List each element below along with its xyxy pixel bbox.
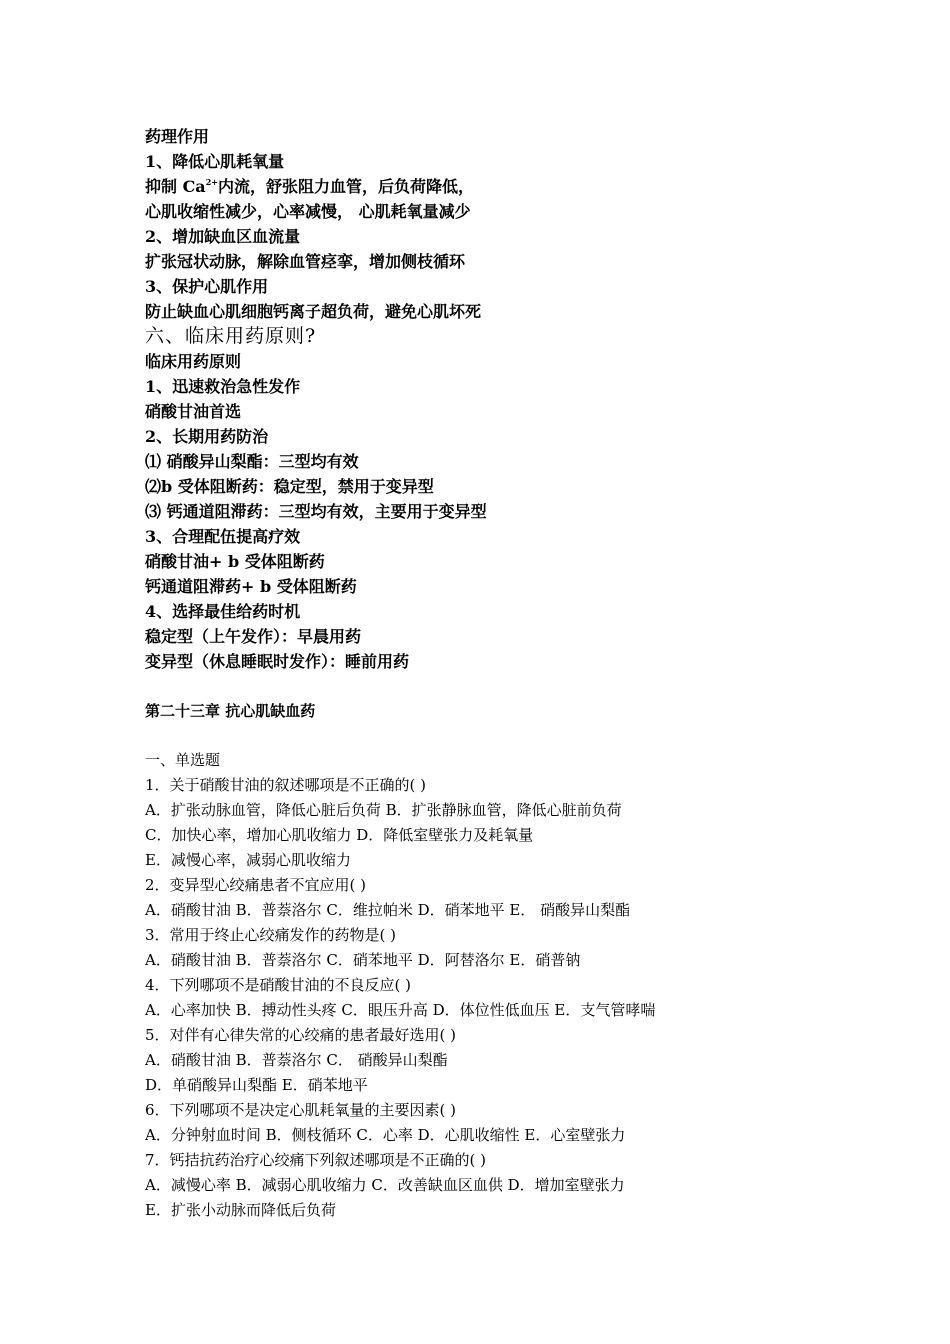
quiz-section-title: 一、单选题 [145,751,221,769]
quiz-line: 3．常用于终止心绞痛发作的药物是( ) [145,926,397,944]
quiz-line: 2．变异型心绞痛患者不宜应用( ) [145,876,367,894]
clinical-line: 变异型（休息睡眠时发作）：睡前用药 [145,652,410,671]
clinical-title: 临床用药原则 [145,352,242,371]
quiz-line: 1．关于硝酸甘油的叙述哪项是不正确的( ) [145,776,427,794]
quiz-line: E．扩张小动脉而降低后负荷 [145,1201,336,1219]
quiz-line: A．减慢心率 B．减弱心肌收缩力 C．改善缺血区血供 D．增加室壁张力 [145,1176,625,1194]
quiz-line: A．硝酸甘油 B．普萘洛尔 C．维拉帕米 D．硝苯地平 E． 硝酸异山梨酯 [145,901,631,919]
quiz-line: 7．钙拮抗药治疗心绞痛下列叙述哪项是不正确的( ) [145,1151,487,1169]
pharmacology-item2-title: 2、增加缺血区血流量 [145,227,301,246]
clinical-line: ⑶ 钙通道阻滞药：三型均有效，主要用于变异型 [145,502,487,521]
clinical-line: 硝酸甘油+ b 受体阻断药 [145,552,325,571]
quiz-line: A．心率加快 B．搏动性头疼 C．眼压升高 D．体位性低血压 E．支气管哮喘 [145,1001,656,1019]
pharmacology-item2-line1: 扩张冠状动脉，解除血管痉挛，增加侧枝循环 [145,252,466,271]
quiz-line: A．分钟射血时间 B．侧枝循环 C．心率 D．心肌收缩性 E．心室壁张力 [145,1126,626,1144]
calcium-charge: 2+ [205,177,218,187]
pharmacology-title: 药理作用 [145,127,210,146]
document-content [145,124,905,1223]
quiz-line: D．单硝酸异山梨酯 E．硝苯地平 [145,1076,368,1094]
clinical-question-heading: 六、临床用药原则? [145,325,317,347]
clinical-line: 稳定型（上午发作）：早晨用药 [145,627,362,646]
quiz-line: A．硝酸甘油 B．普萘洛尔 C．硝苯地平 D．阿替洛尔 E．硝普钠 [145,951,581,969]
quiz-line: 6．下列哪项不是决定心肌耗氧量的主要因素( ) [145,1101,457,1119]
clinical-line: 钙通道阻滞药+ b 受体阻断药 [145,577,357,596]
pharmacology-item3-title: 3、保护心肌作用 [145,277,269,296]
calcium-effect-text: 内流，舒张阻力血管，后负荷降低， [217,177,474,196]
clinical-line: 1、迅速救治急性发作 [145,377,301,396]
quiz-line: C．加快心率，增加心肌收缩力 D．降低室壁张力及耗氧量 [145,826,534,844]
quiz-line: A．硝酸甘油 B．普萘洛尔 C． 硝酸异山梨酯 [145,1051,448,1069]
quiz-line: A．扩张动脉血管，降低心脏后负荷 B．扩张静脉血管，降低心脏前负荷 [145,801,622,819]
clinical-line: ⑴ 硝酸异山梨酯：三型均有效 [145,452,359,471]
pharmacology-item3-line1: 防止缺血心肌细胞钙离子超负荷，避免心肌坏死 [145,302,482,321]
quiz-section [145,748,905,1223]
quiz-line: 4．下列哪项不是硝酸甘油的不良反应( ) [145,976,412,994]
quiz-line: 5．对伴有心律失常的心绞痛的患者最好选用( ) [145,1026,457,1044]
clinical-line: 2、长期用药防治 [145,427,269,446]
pharmacology-item1-title: 1、降低心肌耗氧量 [145,152,285,171]
clinical-line: ⑵b 受体阻断药：稳定型，禁用于变异型 [145,477,434,496]
pharmacology-item1-line1 [145,174,905,199]
clinical-line: 4、选择最佳给药时机 [145,602,301,621]
calcium-text: 抑制 Ca [145,177,206,196]
pharmacology-item1-line2: 心肌收缩性减少，心率减慢， 心肌耗氧量减少 [145,202,471,221]
chapter-title: 第二十三章 抗心肌缺血药 [145,702,316,720]
clinical-line: 硝酸甘油首选 [145,402,242,421]
clinical-section [145,324,905,674]
clinical-line: 3、合理配伍提高疗效 [145,527,301,546]
pharmacology-section [145,124,905,324]
quiz-line: E．减慢心率，减弱心肌收缩力 [145,851,351,869]
